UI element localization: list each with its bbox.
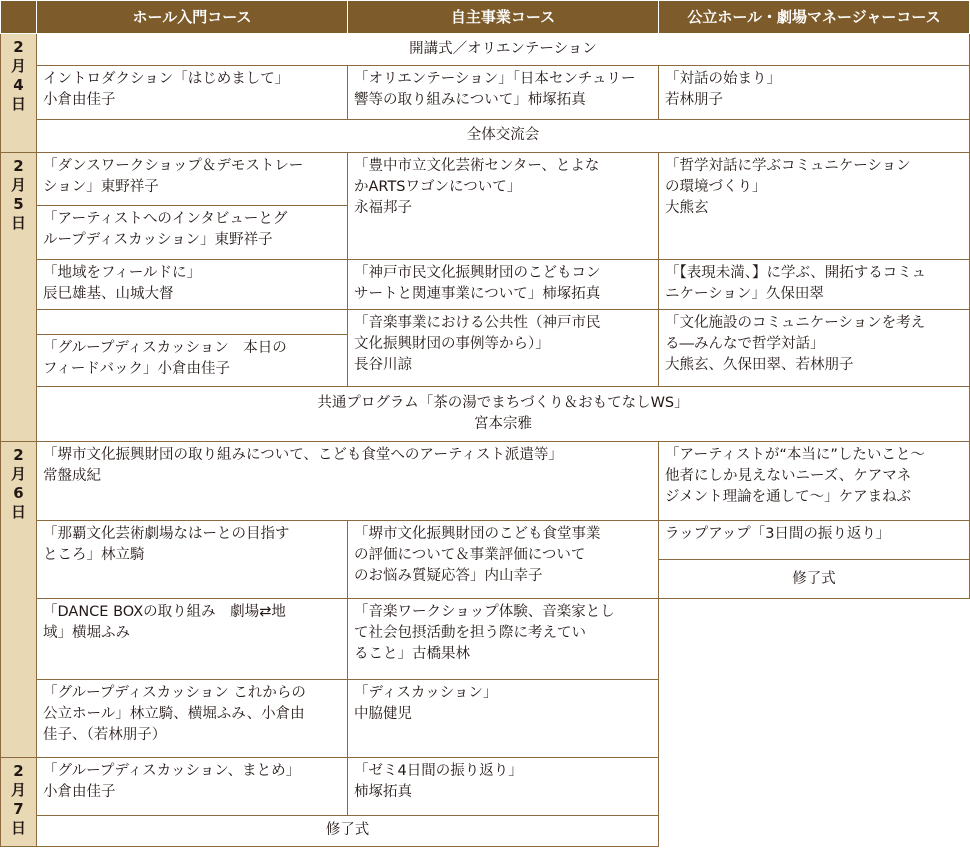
cell-line: 「ゼミ4日間の振り返り」 [354, 763, 523, 780]
cell-line: イントロダクション「はじめまして」 [43, 70, 290, 87]
cell-dance-workshop [37, 152, 348, 206]
cell-closing-manager [659, 560, 970, 599]
cell-line: 長谷川諒 [354, 357, 412, 374]
cell-music-publicness [348, 310, 659, 386]
cell-line: 「哲学対話に学ぶコミュニケーション [665, 157, 911, 174]
cell-wrap-up [659, 520, 970, 559]
cell-group-feedback [37, 335, 348, 387]
day-glyph: 2 [13, 762, 24, 781]
cell-orientation [348, 65, 659, 119]
cell-line: 佳子、（若林朋子） [43, 726, 167, 743]
day-glyph: 月 [10, 465, 26, 484]
cell-common-program [37, 386, 970, 442]
cell-line: 「音楽ワークショップ体験、音楽家とし [354, 604, 615, 621]
cell-group-public-hall [37, 679, 348, 757]
day-glyph: 5 [13, 194, 24, 213]
cell-line: ニケーション」久保田翠 [665, 285, 824, 302]
cell-sakai-initiatives [37, 442, 659, 520]
day-glyph: 月 [10, 781, 26, 800]
cell-line: の評価について＆事業評価について [354, 546, 586, 563]
cell-line: 公立ホール」林立騎、横堀ふみ、小倉由 [43, 705, 305, 722]
cell-opening-ceremony [37, 34, 970, 66]
cell-line: 開講式／オリエンテーション [409, 40, 597, 57]
cell-line: 全体交流会 [466, 127, 540, 144]
cell-line: かARTSワゴンについて」 [354, 178, 522, 195]
cell-line: 「グループディスカッション 本日の [43, 340, 287, 357]
cell-introduction [37, 65, 348, 119]
cell-kobe-concert [348, 259, 659, 310]
day-glyph: 2 [13, 38, 24, 56]
cell-line: ラップアップ「3日間の振り返り」 [665, 525, 891, 542]
cell-dance-box [37, 599, 348, 679]
cell-line: 「地域をフィールドに」 [43, 264, 202, 281]
cell-line: 「グループディスカッション これからの [43, 684, 306, 701]
day-glyph: 日 [10, 213, 26, 232]
cell-toyonaka-center [348, 152, 659, 259]
cell-philosophy-dialogue [659, 152, 970, 259]
cell-line: 「グループディスカッション、まとめ」 [43, 763, 301, 780]
day-glyph: 月 [10, 57, 26, 75]
cell-line: て社会包摂活動を担う際に考えてい [354, 625, 586, 642]
day-label-feb7 [1, 758, 37, 847]
cell-line: 若林朋子 [665, 91, 723, 108]
cell-line: 響等の取り組みについて」柿塚拓真 [354, 91, 586, 108]
cell-line: 小倉由佳子 [43, 784, 116, 801]
cell-line: 「対話の始まり」 [665, 70, 781, 87]
cell-artist-interview [37, 206, 348, 260]
cell-line: 「オリエンテーション」「日本センチュリー [354, 70, 636, 87]
cell-line: 「ダンスワークショップ＆デモストレー [43, 157, 304, 174]
day-glyph: 6 [13, 484, 24, 503]
cell-line: ること」古橋果林 [354, 646, 470, 663]
cell-line: 「アーティストが“本当に”したいこと〜 [665, 447, 925, 464]
cell-line: 文化振興財団の事例等から）」 [354, 336, 550, 353]
cell-dialogue-start [659, 65, 970, 119]
cell-line: 中脇健児 [354, 705, 412, 722]
cell-line: 他者にしか見えないニーズ、ケアマネ [665, 468, 912, 485]
cell-field-region [37, 259, 348, 310]
cell-line: ション」東野祥子 [43, 178, 159, 195]
cell-line: 大熊玄、久保田翠、若林朋子 [665, 357, 854, 374]
cell-artist-true-wish [659, 442, 970, 520]
day-glyph: 日 [10, 503, 26, 522]
cell-line: 「DANCE BOXの取り組み 劇場⇄地 [43, 604, 286, 621]
cell-line: 大熊玄 [665, 199, 709, 216]
empty-area [659, 599, 970, 847]
cell-line: サートと関連事業について」柿塚拓真 [354, 285, 601, 302]
cell-group-summary [37, 758, 348, 816]
cell-line: 「文化施設のコミュニケーションを考え [665, 315, 926, 332]
cell-music-workshop [348, 599, 659, 679]
cell-closing-ceremony [37, 815, 659, 846]
cell-line: 修了式 [325, 822, 370, 839]
cell-discussion [348, 679, 659, 757]
cell-sakai-evaluation [348, 520, 659, 598]
corner-header [1, 1, 37, 34]
cell-line: 小倉由佳子 [43, 91, 116, 108]
day-label-feb4 [1, 34, 37, 153]
course-header-hall-intro: ホール入門コース [37, 1, 348, 34]
cell-line: 永福邦子 [354, 199, 412, 216]
cell-line: ループディスカッション」東野祥子 [43, 232, 273, 249]
day-glyph: 日 [10, 819, 26, 838]
cell-line: 「堺市文化振興財団の取り組みについて、こども食堂へのアーティスト派遣等」 [43, 447, 563, 464]
cell-line: 共通プログラム「茶の湯でまちづくり＆おもてなしWS」 [317, 395, 689, 412]
day-label-feb5 [1, 152, 37, 442]
cell-general-exchange [37, 119, 970, 152]
cell-line: ジメント理論を通して〜」ケアまねぶ [665, 489, 912, 506]
day-glyph: 月 [10, 175, 26, 194]
cell-line: の環境づくり」 [665, 178, 767, 195]
cell-line: 「豊中市立文化芸術センター、とよな [354, 157, 600, 174]
cell-line: 「アーティストへのインタビューとグ [43, 211, 288, 228]
cell-line: 「堺市文化振興財団のこども食堂事業 [354, 525, 601, 542]
cell-facility-communication [659, 310, 970, 386]
cell-line: 修了式 [792, 570, 836, 587]
cell-seminar-review [348, 758, 659, 816]
cell-line: 辰巳雄基、山城大督 [43, 285, 174, 302]
cell-line: 「【表現未満、】に学ぶ、開拓するコミュ [665, 264, 926, 281]
day-glyph: 日 [10, 95, 26, 113]
day-glyph: 2 [13, 446, 24, 465]
cell-line: フィードバック」小倉由佳子 [43, 361, 231, 378]
course-header-independent: 自主事業コース [348, 1, 659, 34]
cell-line: のお悩み質疑応答」内山幸子 [354, 567, 543, 584]
cell-line: 「ディスカッション」 [354, 684, 498, 701]
day-label-feb6 [1, 442, 37, 758]
cell-line: ところ」林立騎 [43, 546, 145, 563]
day-glyph: 7 [13, 800, 24, 819]
cell-line: 「音楽事業における公共性（神戸市民 [354, 315, 601, 332]
cell-line: 域」横堀ふみ [43, 625, 130, 642]
day-glyph: 4 [13, 76, 24, 94]
cell-hyogen-mimman [659, 259, 970, 310]
course-header-manager: 公立ホール・劇場マネージャーコース [659, 1, 970, 34]
cell-line: 柿塚拓真 [354, 784, 412, 801]
cell-line: る―みんなで哲学対話」 [665, 336, 825, 353]
cell-line: 宮本宗雅 [474, 416, 532, 433]
cell-line: 「神戸市民文化振興財団のこどもコン [354, 264, 601, 281]
cell-empty-spacer [37, 310, 348, 335]
cell-naha-theater [37, 520, 348, 598]
cell-line: 「那覇文化芸術劇場なはーとの目指す [43, 525, 290, 542]
cell-line: 常盤成紀 [43, 468, 101, 485]
day-glyph: 2 [13, 156, 24, 175]
